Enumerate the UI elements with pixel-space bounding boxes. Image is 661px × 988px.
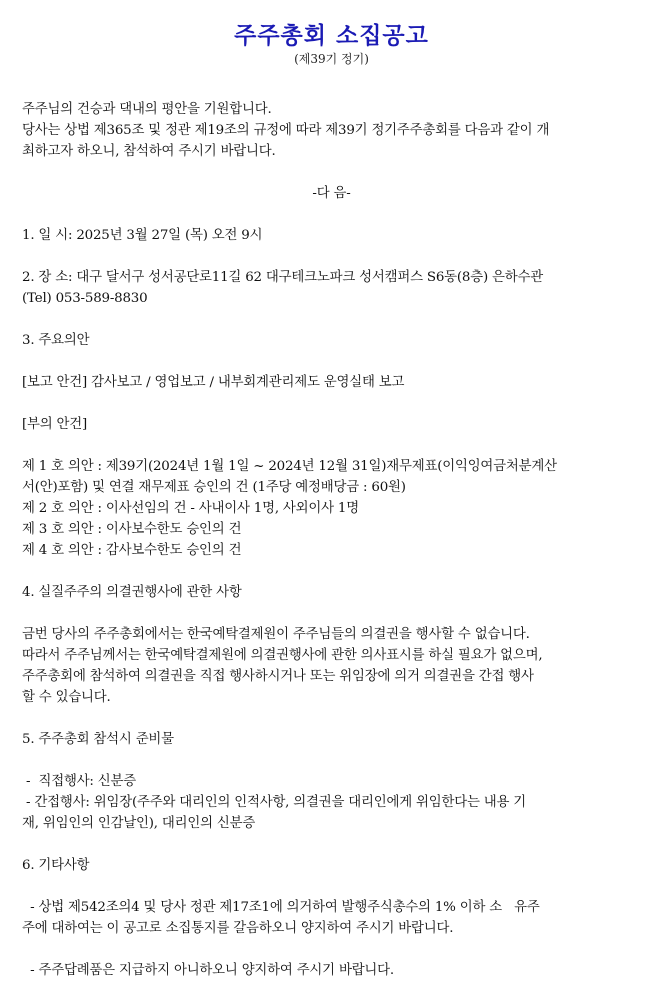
intro-line: 당사는 상법 제365조 및 정관 제19조의 규정에 따라 제39기 정기주주총회를 다음과 같이 개 (22, 123, 550, 138)
voting-line: 따라서 주주님께서는 한국예탁결제원에 의결권행사에 관한 의사표시를 하실 필요가 없으며, (22, 648, 543, 663)
voting-line: 금번 당사의 주주총회에서는 한국예탁결제원이 주주님들의 의결권을 행사할 수 없습니다. (22, 627, 530, 642)
item-datetime: 1. 일 시: 2025년 3월 27일 (목) 오전 9시 (22, 228, 263, 243)
preparation-line: 재, 위임인의 인감날인), 대리인의 신분증 (22, 816, 256, 831)
intro-paragraph (22, 99, 641, 162)
document-subtitle: (제39기 정기) (294, 52, 369, 66)
intro-line: 최하고자 하오니, 참석하여 주시기 바랍니다. (22, 144, 276, 159)
resolution-heading: [부의 안건] (22, 417, 88, 432)
etc-last-line: - 주주답례품은 지급하지 아니하오니 양지하여 주시기 바랍니다. (22, 963, 394, 978)
resolution-line: 제 1 호 의안 : 제39기(2024년 1월 1일 ~ 2024년 12월 31일)재무제표(이익잉여금처분계산 (22, 459, 557, 474)
voting-line: 주주총회에 참석하여 의결권을 직접 행사하시거나 또는 위임장에 의거 의결권을 간접 행사 (22, 669, 534, 684)
item-location-tel: (Tel) 053-589-8830 (22, 291, 148, 306)
item-etc-heading: 6. 기타사항 (22, 858, 90, 873)
document-title: 주주총회 소집공고 (234, 23, 429, 49)
section-divider: -다 음- (312, 186, 351, 201)
item-voting-heading: 4. 실질주주의 의결권행사에 관한 사항 (22, 585, 242, 600)
etc-line: 주에 대하여는 이 공고로 소집통지를 갈음하오니 양지하여 주시기 바랍니다. (22, 921, 454, 936)
intro-line: 주주님의 건승과 댁내의 평안을 기원합니다. (22, 102, 272, 117)
resolution-line: 제 3 호 의안 : 이사보수한도 승인의 건 (22, 522, 242, 537)
resolution-line: 제 2 호 의안 : 이사선임의 건 - 사내이사 1명, 사외이사 1명 (22, 501, 359, 516)
preparation-line: - 직접행사: 신분증 (22, 774, 137, 789)
report-agenda: [보고 안건] 감사보고 / 영업보고 / 내부회계관리제도 운영실태 보고 (22, 375, 405, 390)
voting-line: 할 수 있습니다. (22, 690, 111, 705)
notice-document (0, 22, 661, 988)
item-preparation-heading: 5. 주주총회 참석시 준비물 (22, 732, 174, 747)
item-agenda-heading: 3. 주요의안 (22, 333, 90, 348)
resolution-line: 제 4 호 의안 : 감사보수한도 승인의 건 (22, 543, 242, 558)
preparation-line: - 간접행사: 위임장(주주와 대리인의 인적사항, 의결권을 대리인에게 위임한다는 내용 기 (22, 795, 527, 810)
item-location: 2. 장 소: 대구 달서구 성서공단로11길 62 대구테크노파크 성서캠퍼스 S6동(8층) 은하수관 (22, 270, 543, 285)
resolution-line: 서(안)포함) 및 연결 재무제표 승인의 건 (1주당 예정배당금 : 60원) (22, 480, 406, 495)
etc-line: - 상법 제542조의4 및 당사 정관 제17조1에 의거하여 발행주식총수의 1% 이하 소 유주 (22, 900, 540, 915)
